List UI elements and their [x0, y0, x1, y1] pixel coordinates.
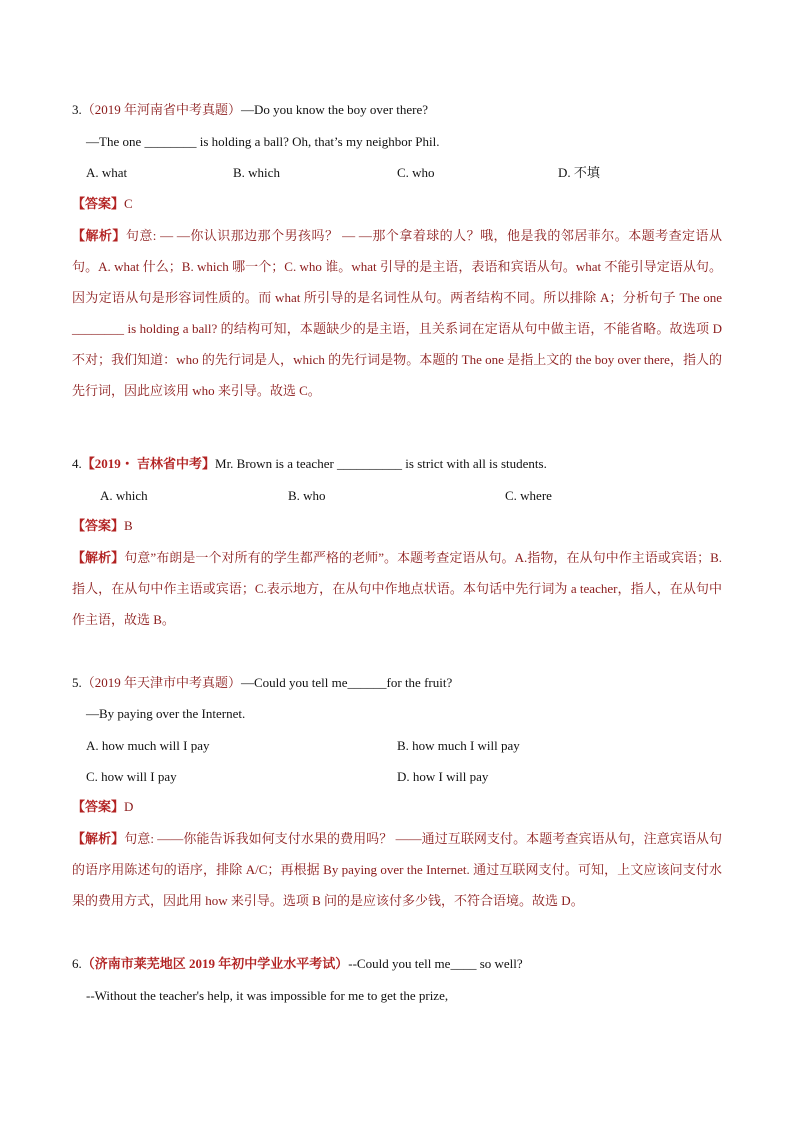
q3-option-d: D. 不填 — [558, 165, 600, 180]
q5-option-d: D. how I will pay — [397, 769, 489, 784]
q5-analysis — [72, 823, 722, 916]
q3-analysis-text: 句意: — —你认识那边那个男孩吗？ — —那个拿着球的人？哦，他是我的邻居菲尔。本题考查定语从句。A. what 什么；B. which 哪一个；C. who 谁。what 引导的是主语，表语和宾语从句。what 不能引导定语从句。因为定语从句是形容词性质的。而 what 所引导的是名词性从句。两者结构不同。所以排除 A；分析句子 The one ________ is holding a ball? 的结构可知，本题缺少的是主语，且关系词在定语从句中做主语，不能省略。故选项 D 不对；我们知道：who 的先行词是人，which 的先行词是物。本题的 The one 是指上文的 the boy over there，指人的先行词，因此应该用 who 来引导。故选 C。 — [72, 228, 722, 398]
q3-answer-label: 【答案】 — [72, 196, 125, 211]
q6-reply-line: --Without the teacher's help, it was impossible for me to get the prize, — [86, 988, 449, 1003]
q6-question-text: --Could you tell me____ so well? — [348, 956, 523, 971]
q4-question-line — [72, 455, 547, 473]
q5-option-a: A. how much will I pay — [86, 738, 210, 753]
q6-number: 6. — [72, 956, 82, 971]
q3-answer — [72, 195, 133, 213]
q4-option-b: B. who — [288, 488, 326, 503]
q5-question-line — [72, 674, 452, 692]
q4-analysis-text: 句意”布朗是一个对所有的学生都严格的老师”。本题考查定语从句。A.指物，在从句中作主语或宾语；B.指人，在从句中作主语或宾语；C.表示地方，在从句中作地点状语。本句话中先行词为 a teacher，指人，在从句中作主语，故选 B。 — [72, 550, 722, 627]
q5-reply-line: —By paying over the Internet. — [86, 706, 246, 721]
q5-option-c: C. how will I pay — [86, 769, 177, 784]
q3-analysis-label: 【解析】 — [72, 228, 126, 243]
q4-analysis — [72, 542, 722, 635]
q5-option-b: B. how much I will pay — [397, 738, 520, 753]
q4-option-a: A. which — [100, 488, 148, 503]
q5-answer-label: 【答案】 — [72, 799, 125, 814]
q4-analysis-label: 【解析】 — [72, 550, 125, 565]
q3-analysis — [72, 220, 722, 406]
q3-option-c: C. who — [397, 165, 435, 180]
q4-option-c: C. where — [505, 488, 552, 503]
q4-answer — [72, 517, 133, 535]
q3-reply-line: —The one ________ is holding a ball? Oh, that’s my neighbor Phil. — [86, 134, 440, 149]
q5-analysis-text: 句意: ——你能告诉我如何支付水果的费用吗？ ——通过互联网支付。本题考查宾语从句，注意宾语从句的语序用陈述句的语序，排除 A/C；再根据 By paying over the Internet. 通过互联网支付。可知，上文应该问支付水果的费用方式，因此用 how 来引导。选项 B 问的是应该付多少钱，不符合语境。故选 D。 — [72, 831, 722, 908]
q3-answer-value: C — [124, 196, 133, 211]
q5-answer — [72, 798, 133, 816]
q5-answer-value: D — [124, 799, 134, 814]
q6-source: （济南市莱芜地区 2019 年初中学业水平考试） — [81, 956, 349, 971]
q5-number: 5. — [72, 675, 82, 690]
q5-source: （2019 年天津市中考真题） — [81, 675, 242, 690]
q6-question-line — [72, 955, 523, 973]
q5-analysis-label: 【解析】 — [72, 831, 125, 846]
q4-source: 【2019・ 吉林省中考】 — [81, 456, 216, 471]
q4-answer-value: B — [124, 518, 133, 533]
q4-question-text: Mr. Brown is a teacher __________ is strict with all is students. — [215, 456, 547, 471]
q3-number: 3. — [72, 102, 82, 117]
q3-option-b: B. which — [233, 165, 280, 180]
q3-question-line — [72, 101, 428, 119]
q4-number: 4. — [72, 456, 82, 471]
q3-source: （2019 年河南省中考真题） — [81, 102, 242, 117]
q3-option-a: A. what — [86, 165, 128, 180]
q3-question-text: —Do you know the boy over there? — [241, 102, 429, 117]
q4-answer-label: 【答案】 — [72, 518, 125, 533]
q5-question-text: —Could you tell me______for the fruit? — [241, 675, 453, 690]
